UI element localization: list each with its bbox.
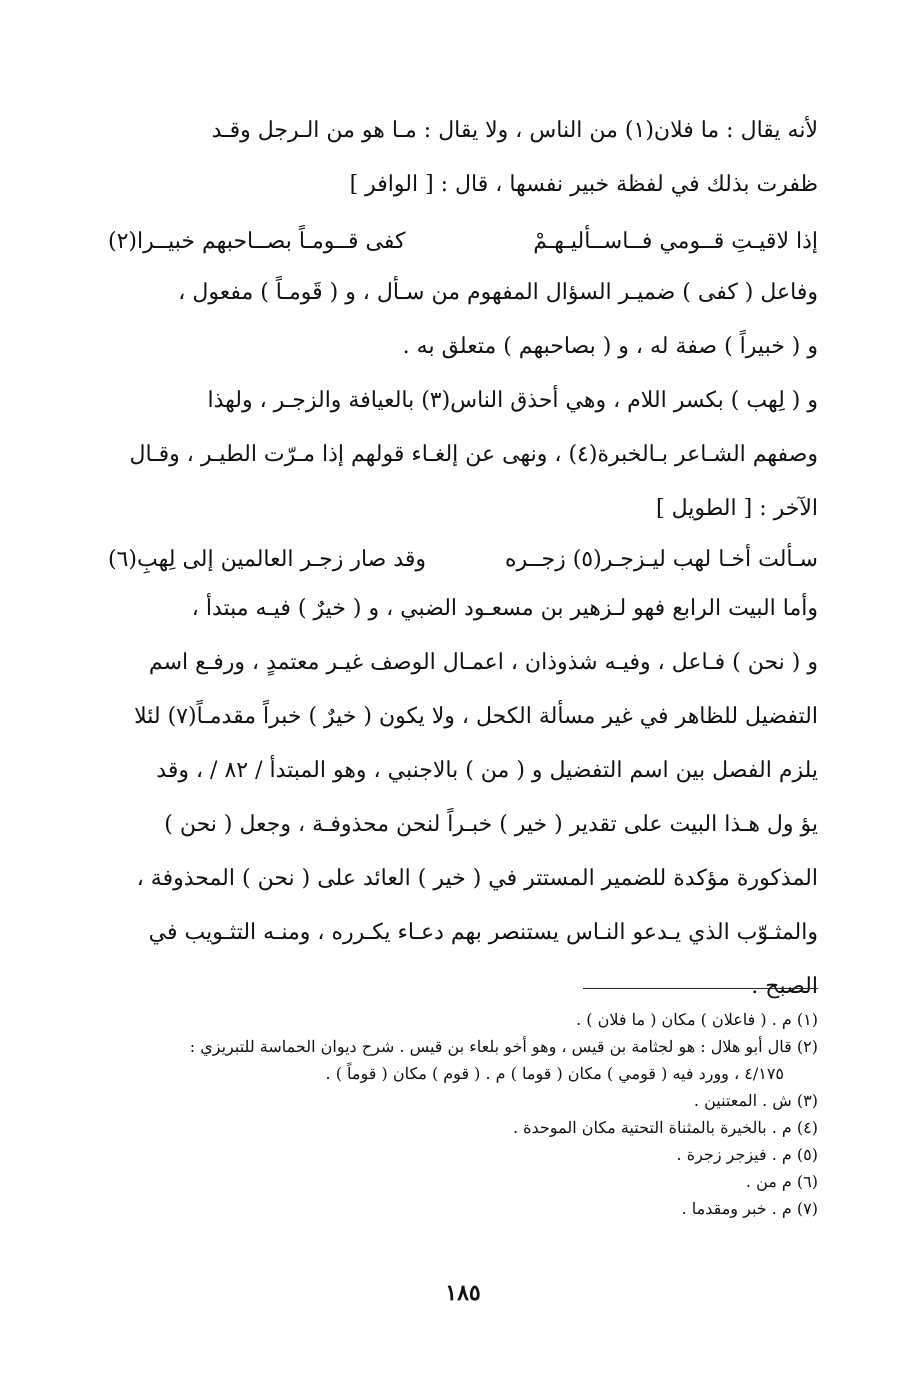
text-line: والمثـوّب الذي يـدعو النـاس يستنصر بهم دعـاء يكـرره ، ومنـه التثـويب في [148,920,818,945]
text-line: و ( لِهب ) بكسر اللام ، وهي أحذق الناس(٣) بالعيافة والزجـر ، ولهذا [207,388,818,413]
footnote-7: (٧) م . خبر ومقدما . [681,1199,818,1218]
text-line: وأما البيت الرابع فهو لـزهير بن مسعـود الضبي ، و ( خيرٌ ) فيـه مبتدأ ، [191,596,818,621]
verse-second-hemistich: وقد صار زجـر العالمين إلى لِهبِ(٦) [108,547,427,572]
paragraph-4 [108,582,818,1014]
text-line: لأنه يقال : ما فلان(١) من الناس ، ولا يقال : مـا هو من الـرجل وقـد [211,118,818,143]
paragraph-3 [108,374,818,536]
text-line: و ( خبيراً ) صفة له ، و ( بصاحبهم ) متعلق به . [402,334,818,359]
footnote-3: (٣) ش . المعتنين . [693,1091,818,1110]
text-line: التفضيل للظاهر في غير مسألة الكحل ، ولا يكون ( خيرٌ ) خبراً مقدمـاً(٧) لئلا [134,704,818,729]
text-line: الآخر : [ الطويل ] [656,496,818,521]
text-line: وفاعل ( كفى ) ضميـر السؤال المفهوم من سـأل ، و ( قَومـاً ) مفعول ، [178,280,818,305]
text-line: وصفهم الشـاعر بـالخبرة(٤) ، ونهى عن إلغـاء قولهم إذا مـرّت الطيـر ، وقـال [129,442,818,467]
footnote-2-continuation: ٤/١٧٥ ، وورد فيه ( قومي ) مكان ( قوما ) م . ( قوم ) مكان ( قوماً ) . [325,1064,784,1083]
text-line: و ( نحن ) فـاعل ، وفيـه شذوذان ، اعمـال الوصف غيـر معتمدٍ ، ورفـع اسم [148,650,818,675]
text-line: المذكورة مؤكدة للضمير المستتر في ( خير ) العائد على ( نحن ) المحذوفة ، [136,866,818,891]
text-line: الصبح . [751,974,818,999]
book-page [108,104,818,1354]
footnote-separator [583,988,818,989]
page-number: ١٨٥ [445,1280,481,1306]
text-line: يلزم الفصل بين اسم التفضيل و ( من ) بالاجنبي ، وهو المبتدأ / ٨٢ / ، وقد [156,758,818,783]
verse-first-hemistich: إذا لاقيـتِ قــومي فــاســأليـهـمْ [533,229,818,254]
verse-1 [108,215,818,269]
paragraph-2 [108,266,818,374]
verse-first-hemistich: سـألت أخـا لهب ليـزجـر(٥) زجــره [504,547,818,572]
text-line: يؤ ول هـذا البيت على تقدير ( خير ) خبـراً لنحن محذوفـة ، وجعل ( نحن ) [164,812,818,837]
verse-second-hemistich: كفى قــومـاً بصــاحبهم خبيــرا(٢) [108,229,406,254]
footnote-5: (٥) م . فيزجر زجرة . [676,1145,818,1164]
verse-2 [108,533,818,587]
text-line: ظفرت بذلك في لفظة خبير نفسها ، قال : [ الوافر ] [349,172,818,197]
footnote-6: (٦) م من . [745,1172,818,1191]
paragraph-1 [108,104,818,212]
footnote-1: (١) م . ( فاعلان ) مكان ( ما فلان ) . [576,1010,818,1029]
footnote-2: (٢) قال أبو هلال : هو لجثامة بن قيس ، وهو أخو بلعاء بن قيس . شرح ديوان الحماسة للتبريزي : [189,1037,818,1056]
footnotes [108,1006,818,1222]
footnote-4: (٤) م . بالخيرة بالمثناة التحتية مكان الموحدة . [512,1118,818,1137]
